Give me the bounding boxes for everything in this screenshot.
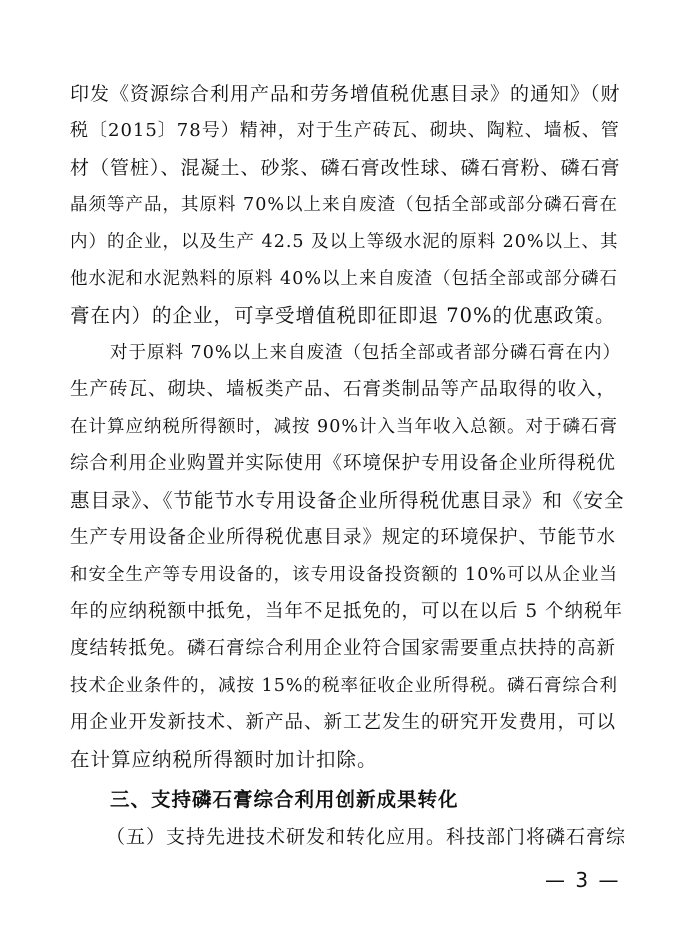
- text-line-8: 对于原料 70%以上来自废渣（包括全部或者部分磷石膏在内）: [110, 343, 621, 363]
- text-line-17: 技术企业条件的，减按 15%的税率征收企业所得税。磷石膏综合利: [70, 676, 618, 696]
- text-line-9: 生产砖瓦、砌块、墙板类产品、石膏类制品等产品取得的收入，: [70, 379, 617, 400]
- text-line-19: 在计算应纳税所得额时加计扣除。: [70, 748, 378, 771]
- text-line-16: 度结转抵免。磷石膏综合利用企业符合国家需要重点扶持的高新: [70, 638, 617, 659]
- text-line-10: 在计算应纳税所得额时，减按 90%计入当年收入总额。对于磷石膏: [70, 417, 618, 437]
- section-heading: 三、支持磷石膏综合利用创新成果转化: [110, 788, 459, 811]
- text-line-1: 印发《资源综合利用产品和劳务增值税优惠目录》的通知》（财: [70, 83, 621, 105]
- text-line-7: 膏在内）的企业，可享受增值税即征即退 70%的优惠政策。: [70, 304, 616, 327]
- text-line-2: 税〔2015〕78号）精神，对于生产砖瓦、砌块、陶粒、墙板、管: [70, 120, 620, 141]
- text-line-4: 晶须等产品，其原料 70%以上来自废渣（包括全部或部分磷石膏在: [70, 195, 618, 215]
- text-line-5: 内）的企业，以及生产 42.5 及以上等级水泥的原料 20%以上、其: [70, 232, 619, 252]
- text-line-15: 年的应纳税额中抵免，当年不足抵免的，可以在以后 5 个纳税年: [70, 601, 624, 622]
- text-line-21: （五）支持先进技术研发和转化应用。科技部门将磷石膏综: [106, 826, 627, 848]
- text-line-6: 他水泥和水泥熟料的原料 40%以上来自废渣（包括全部或部分磷石: [70, 269, 618, 289]
- text-line-3: 材（管桩）、混凝土、砂浆、磷石膏改性球、磷石膏粉、磷石膏: [70, 157, 621, 179]
- text-line-11: 综合利用企业购置并实际使用《环境保护专用设备企业所得税优: [70, 453, 617, 474]
- page-number: — 3 —: [545, 868, 621, 892]
- text-line-14: 和安全生产等专用设备的，该专用设备投资额的 10%可以从企业当: [70, 565, 618, 585]
- text-line-12: 惠目录》、《节能节水专用设备企业所得税优惠目录》和《安全: [70, 489, 625, 512]
- text-line-13: 生产专用设备企业所得税优惠目录》规定的环境保护、节能节水: [70, 527, 617, 548]
- text-line-18: 用企业开发新技术、新产品、新工艺发生的研究开发费用，可以: [70, 712, 617, 733]
